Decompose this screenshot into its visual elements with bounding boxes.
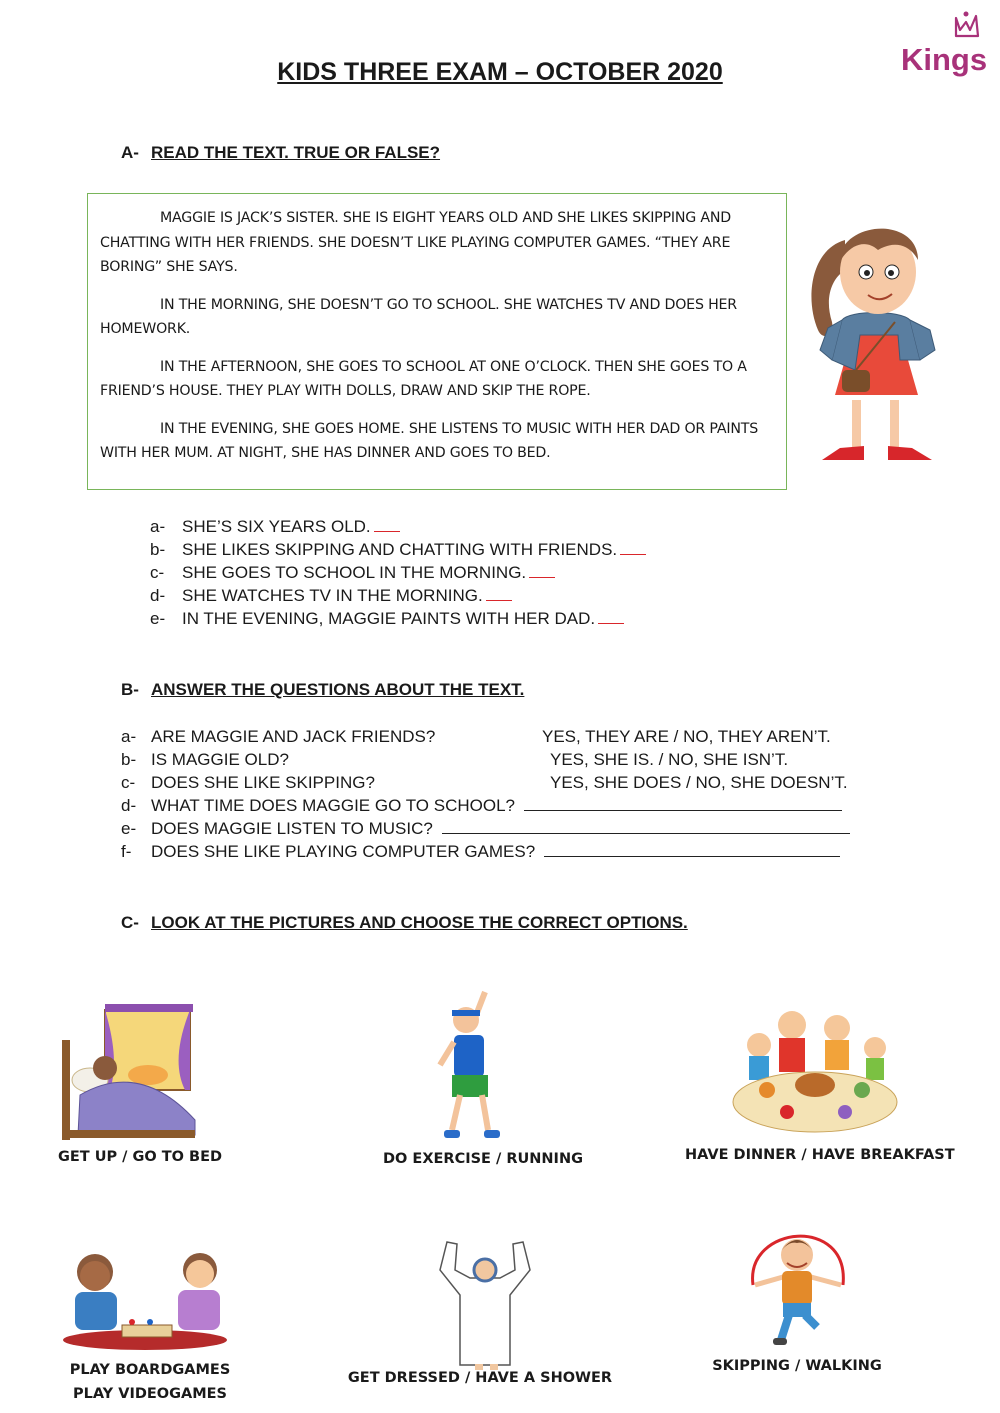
maggie-girl-illustration (800, 210, 950, 465)
list-item: b- SHE LIKES SKIPPING AND CHATTING WITH FRIENDS. (150, 538, 646, 561)
list-item: d- WHAT TIME DOES MAGGIE GO TO SCHOOL? (121, 794, 881, 817)
questions-list (121, 725, 881, 863)
list-item: b- IS MAGGIE OLD? YES, SHE IS. / NO, SHE ISN’T. (121, 750, 789, 769)
answer-blank[interactable] (374, 517, 400, 532)
family-meal-picture (727, 990, 902, 1140)
reading-paragraph: IN THE AFTERNOON, SHE GOES TO SCHOOL AT ONE O’CLOCK. THEN SHE GOES TO A FRIEND’S HOUSE. THEY PLAY WITH DOLLS, DRAW AND SKIP THE ROPE. (100, 358, 747, 399)
picture-caption: PLAY VIDEOGAMES (72, 1386, 228, 1402)
crown-icon (956, 12, 978, 37)
answer-line[interactable] (524, 794, 842, 811)
list-item: a- ARE MAGGIE AND JACK FRIENDS? YES, THEY ARE / NO, THEY AREN’T. (121, 727, 831, 746)
answer-blank[interactable] (598, 609, 624, 624)
picture-caption: HAVE DINNER / HAVE BREAKFAST (685, 1147, 955, 1163)
answer-blank[interactable] (620, 540, 646, 555)
picture-caption: PLAY BOARDGAMES (69, 1362, 231, 1378)
picture-caption: GET DRESSED / HAVE A SHOWER (347, 1370, 613, 1386)
section-b-heading: B- ANSWER THE QUESTIONS ABOUT THE TEXT. (121, 680, 525, 699)
answer-options[interactable]: YES, SHE DOES / NO, SHE DOESN’T. (550, 773, 848, 792)
list-item: f- DOES SHE LIKE PLAYING COMPUTER GAMES? (121, 840, 881, 863)
answer-blank[interactable] (486, 586, 512, 601)
list-item: e- IN THE EVENING, MAGGIE PAINTS WITH HER DAD. (150, 607, 646, 630)
kings-logo (898, 8, 988, 88)
list-item: c- DOES SHE LIKE SKIPPING? YES, SHE DOES / NO, SHE DOESN’T. (121, 773, 848, 792)
true-false-list (150, 515, 646, 630)
list-item: a- SHE’S SIX YEARS OLD. (150, 515, 646, 538)
skipping-boy-picture (745, 1215, 855, 1350)
boardgame-kids-picture (60, 1240, 235, 1350)
exam-title: KIDS THREE EXAM – OCTOBER 2020 (277, 58, 723, 86)
answer-blank[interactable] (529, 563, 555, 578)
picture-caption: DO EXERCISE / RUNNING (383, 1151, 583, 1167)
reading-paragraph: IN THE MORNING, SHE DOESN’T GO TO SCHOOL. SHE WATCHES TV AND DOES HER HOMEWORK. (100, 296, 737, 337)
section-c-heading: C- LOOK AT THE PICTURES AND CHOOSE THE CORRECT OPTIONS. (121, 913, 688, 932)
reading-paragraph: MAGGIE IS JACK’S SISTER. SHE IS EIGHT YEARS OLD AND SHE LIKES SKIPPING AND CHATTING WITH HER FRIENDS. SHE DOESN’T LIKE PLAYING COMPUTER GAMES. “THEY ARE BORING” SHE SAYS. (100, 210, 732, 275)
section-a-heading: A- READ THE TEXT. TRUE OR FALSE? (121, 143, 441, 162)
exercise-boy-picture (430, 990, 530, 1145)
reading-text-box (87, 193, 787, 490)
answer-options[interactable]: YES, THEY ARE / NO, THEY AREN’T. (542, 727, 831, 746)
list-item: c- SHE GOES TO SCHOOL IN THE MORNING. (150, 561, 646, 584)
get-dressed-picture (435, 1240, 535, 1370)
reading-paragraph: IN THE EVENING, SHE GOES HOME. SHE LISTENS TO MUSIC WITH HER DAD OR PAINTS WITH HER MUM. AT NIGHT, SHE HAS DINNER AND GOES TO BED. (100, 420, 759, 461)
list-item: d- SHE WATCHES TV IN THE MORNING. (150, 584, 646, 607)
answer-line[interactable] (442, 817, 850, 834)
picture-caption: GET UP / GO TO BED (57, 1149, 223, 1165)
picture-caption: SKIPPING / WALKING (712, 1358, 882, 1374)
list-item: e- DOES MAGGIE LISTEN TO MUSIC? (121, 817, 881, 840)
answer-line[interactable] (544, 840, 840, 857)
logo-wordmark: Kings (901, 42, 988, 77)
get-up-bed-picture (60, 1000, 200, 1140)
answer-options[interactable]: YES, SHE IS. / NO, SHE ISN’T. (550, 750, 789, 769)
